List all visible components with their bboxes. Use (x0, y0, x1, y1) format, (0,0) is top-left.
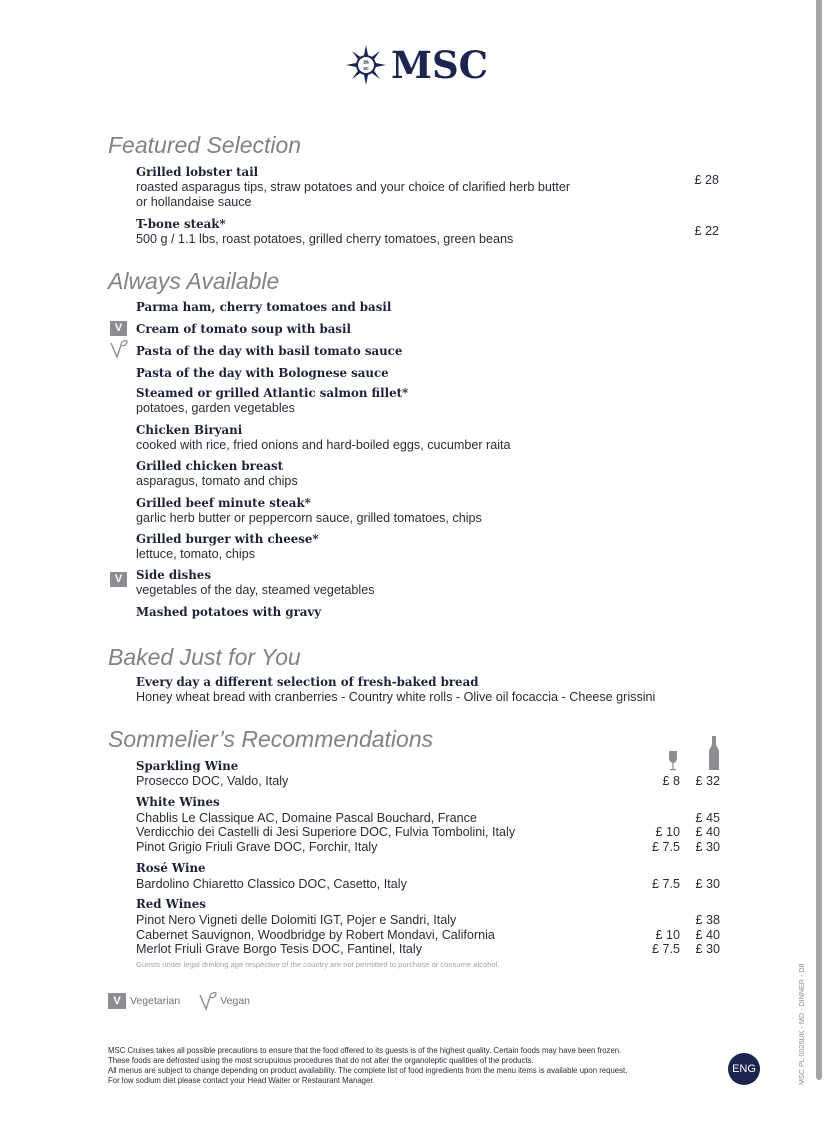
bottle-price: £ 40 (695, 928, 720, 942)
wine-row (136, 913, 720, 928)
wine-row (136, 928, 720, 943)
menu-item (136, 568, 736, 598)
item-name: Chicken Biryani (136, 423, 243, 437)
wine-group-title: Rosé Wine (136, 861, 206, 875)
wine-row (136, 877, 720, 892)
item-name: T-bone steak* (136, 217, 226, 231)
menu-item (136, 165, 736, 210)
wine-name: Bardolino Chiaretto Classico DOC, Casetto, Italy (136, 877, 407, 891)
glass-price: £ 10 (655, 928, 680, 942)
vegetarian-badge-icon: V (110, 321, 127, 336)
item-name: Mashed potatoes with gravy (136, 605, 322, 619)
disclaimer-line: All menus are subject to change depending on product availability. The complete list of food ingredients from the menu items is available upon request. (108, 1066, 628, 1075)
wine-group-title: Red Wines (136, 897, 206, 911)
menu-item (136, 322, 736, 337)
item-description: asparagus, tomato and chips (136, 474, 298, 488)
bottle-price: £ 38 (695, 913, 720, 927)
menu-item (136, 300, 736, 315)
item-description: 500 g / 1.1 lbs, roast potatoes, grilled cherry tomatoes, green beans (136, 232, 514, 246)
wine-group-heading (136, 861, 736, 876)
bottle-price: £ 30 (695, 942, 720, 956)
bottle-price: £ 30 (695, 840, 720, 854)
bottle-price: £ 30 (695, 877, 720, 891)
bottle-price: £ 45 (695, 811, 720, 825)
disclaimer-line: MSC Cruises takes all possible precautions to ensure that the food offered to its guests is of the highest quality. Certain foods may have been frozen. (108, 1046, 622, 1055)
item-name: Grilled burger with cheese* (136, 532, 319, 546)
svg-text:m: m (363, 60, 369, 66)
menu-item (136, 675, 736, 705)
wine-group-title: Sparkling Wine (136, 759, 239, 773)
legend-vegetarian-label: Vegetarian (130, 995, 181, 1007)
item-name: Grilled beef minute steak* (136, 496, 311, 510)
wine-row (136, 840, 720, 855)
item-description: roasted asparagus tips, straw potatoes and your choice of clarified herb butter (136, 180, 571, 194)
wine-group-heading (136, 759, 736, 774)
vertical-scrollbar[interactable] (816, 0, 822, 1080)
glass-price: £ 10 (655, 825, 680, 839)
wine-name: Pinot Nero Vigneti delle Dolomiti IGT, Pojer e Sandri, Italy (136, 913, 457, 927)
vegetarian-badge-icon: V (110, 572, 127, 587)
logo-wordmark: MSC (391, 43, 489, 87)
item-description: lettuce, tomato, chips (136, 547, 256, 561)
wine-name: Chablis Le Classique AC, Domaine Pascal Bouchard, France (136, 811, 477, 825)
wine-group-heading (136, 795, 736, 810)
disclaimer-line: For low sodium diet please contact your Head Waiter or Restaurant Manager. (108, 1076, 375, 1085)
document-code: MSC PL 0025UK - MD - DINNER - D8 (797, 963, 806, 1085)
item-description: Honey wheat bread with cranberries - Country white rolls - Olive oil focaccia - Cheese grissini (136, 690, 656, 704)
glass-price: £ 7.5 (651, 840, 680, 854)
dietary-legend (108, 991, 250, 1011)
menu-item (136, 423, 736, 453)
item-name: Pasta of the day with basil tomato sauce (136, 344, 403, 358)
item-name: Cream of tomato soup with basil (136, 322, 351, 336)
item-description: cooked with rice, fried onions and hard-boiled eggs, cucumber raita (136, 438, 511, 452)
item-name: Grilled chicken breast (136, 459, 284, 473)
item-name: Every day a different selection of fresh-baked bread (136, 675, 479, 689)
item-name: Grilled lobster tail (136, 165, 259, 179)
vegetarian-badge-icon: V (108, 993, 126, 1009)
item-price: £ 22 (694, 224, 719, 238)
wine-group-heading (136, 897, 736, 912)
menu-item (136, 496, 736, 526)
item-name: Pasta of the day with Bolognese sauce (136, 366, 389, 380)
footer-disclaimer (108, 1046, 718, 1086)
section-title-featured: Featured Selection (108, 132, 302, 158)
wine-row (136, 825, 720, 840)
item-description: or hollandaise sauce (136, 195, 252, 209)
menu-item (136, 532, 736, 562)
compass-rose-icon (345, 44, 387, 86)
wine-group-title: White Wines (136, 795, 220, 809)
section-title-always-available: Always Available (108, 268, 280, 294)
menu-item (136, 605, 736, 620)
item-description: vegetables of the day, steamed vegetables (136, 583, 375, 597)
wine-row (136, 942, 720, 957)
item-description: potatoes, garden vegetables (136, 401, 295, 415)
vegan-leaf-icon (109, 339, 129, 359)
wine-row (136, 774, 720, 789)
msc-logo (345, 42, 488, 88)
item-description: garlic herb butter or peppercorn sauce, grilled tomatoes, chips (136, 511, 482, 525)
menu-item (136, 344, 736, 359)
menu-item (136, 217, 736, 247)
wine-name: Pinot Grigio Friuli Grave DOC, Forchir, Italy (136, 840, 378, 854)
menu-item (136, 366, 736, 381)
language-badge: ENG (728, 1053, 760, 1085)
wine-row (136, 811, 720, 826)
section-title-sommelier: Sommelier’s Recommendations (108, 726, 434, 752)
section-title-baked: Baked Just for You (108, 644, 301, 670)
item-name: Side dishes (136, 568, 211, 582)
bottle-price: £ 32 (695, 774, 720, 788)
legend-vegan-label: Vegan (220, 995, 251, 1007)
alcohol-age-notice: Guests under legal drinking age respective of the country are not permitted to purchase or consume alcohol. (136, 960, 500, 969)
item-name: Steamed or grilled Atlantic salmon fillet* (136, 386, 409, 400)
svg-text:sc: sc (363, 66, 369, 72)
glass-price: £ 7.5 (651, 877, 680, 891)
disclaimer-line: These foods are defrosted using the most scrupulous procedures that do not alter the organoleptic qualities of the products. (108, 1056, 534, 1065)
glass-price: £ 7.5 (651, 942, 680, 956)
item-price: £ 28 (694, 173, 719, 187)
wine-name: Merlot Friuli Grave Borgo Tesis DOC, Fantinel, Italy (136, 942, 423, 956)
vegan-leaf-icon (198, 991, 218, 1011)
wine-name: Prosecco DOC, Valdo, Italy (136, 774, 289, 788)
wine-name: Verdicchio dei Castelli di Jesi Superiore DOC, Fulvia Tombolini, Italy (136, 825, 516, 839)
glass-price: £ 8 (662, 774, 680, 788)
bottle-price: £ 40 (695, 825, 720, 839)
menu-item (136, 386, 736, 416)
wine-name: Cabernet Sauvignon, Woodbridge by Robert Mondavi, California (136, 928, 495, 942)
menu-item (136, 459, 736, 489)
item-name: Parma ham, cherry tomatoes and basil (136, 300, 392, 314)
